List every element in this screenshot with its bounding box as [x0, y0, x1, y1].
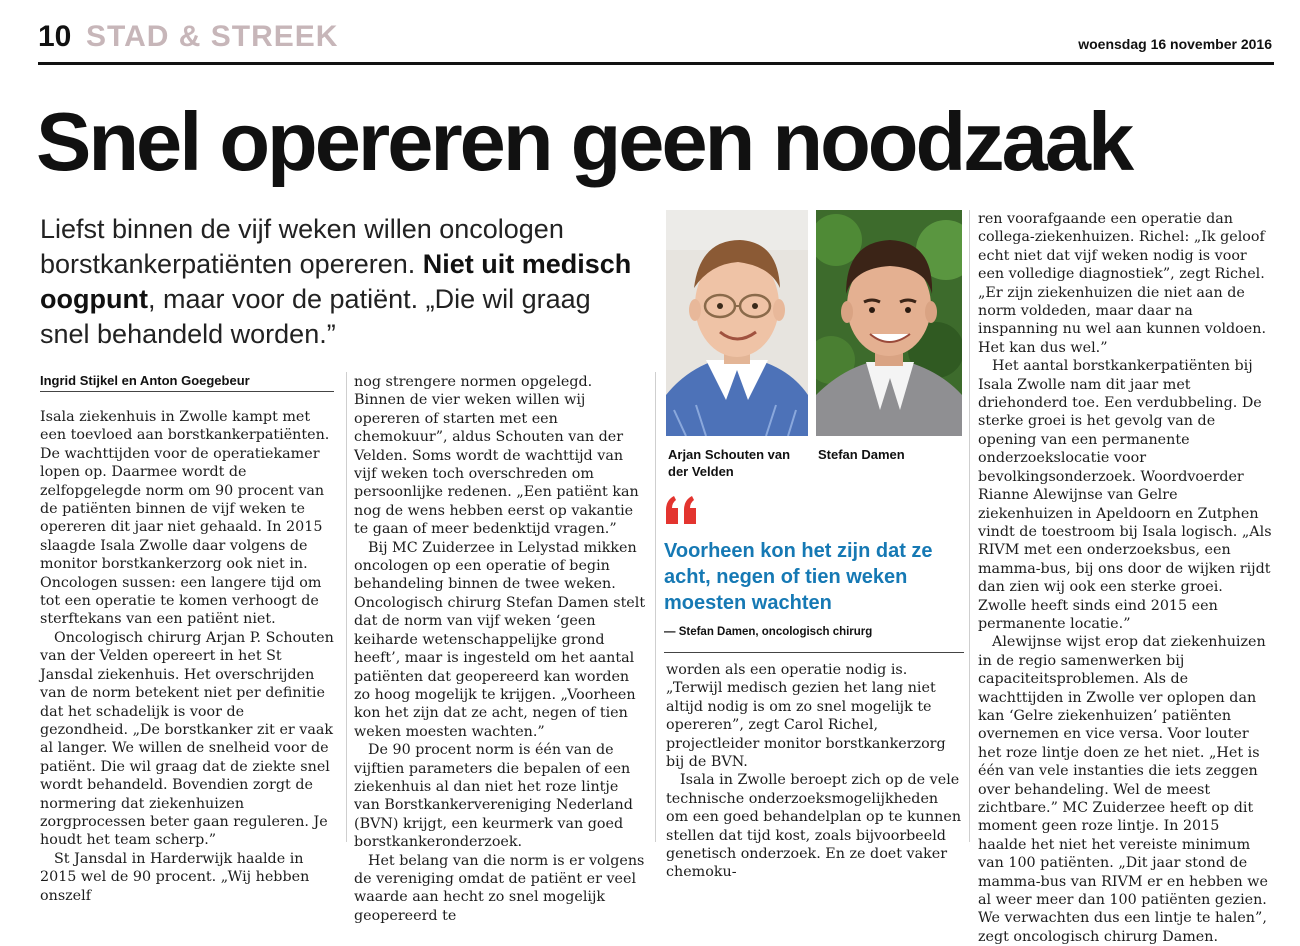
paragraph: Alewijnse wijst erop dat ziekenhuizen in de regio samenwerken bij capaciteitsproblemen. Als de wachttijden in Zwolle ver oplopen dan kan ‘Gelre ziekenhuizen’ patiënten overnemen en vice versa. Voor louter het roze lintje doen ze het niet. „Het is één van vele instanties die iets zeggen over behandeling. Wel de meest zichtbare.” MC Zuiderzee heeft op dit moment geen roze lintje. In 2015 haalde het niet het vereiste minimum van 100 patiënten. „Dit jaar stond de mamma-bus van RIVM er en hebben we al weer meer dan 100 patiënten gezien. We verwachten dus een lintje te halen”, zegt oncologisch chirurg Damen.	[978, 634, 1269, 945]
article-column-3	[666, 661, 962, 882]
portrait-image	[666, 210, 808, 436]
photo-caption: Stefan Damen	[818, 447, 905, 462]
paragraph: Het aantal borstkankerpatiënten bij Isala Zwolle nam dit jaar met driehonderd toe. Een verdubbeling. De sterke groei is het gevolg van de opening van een permanente onderzoekslocatie voor bevolkingsonderzoek. Woordvoerder Rianne Alewijnse van Gelre ziekenhuizen in Apeldoorn en Zutphen vindt de toestroom bij Isala logisch. „Als RIVM met een onderzoeksbus, een mamma-bus, bij ons door de wijken rijdt dan zien wij ook een sterke groei. Zwolle heeft sinds eind 2015 een permanente locatie.”	[978, 358, 1272, 632]
paragraph: St Jansdal in Harderwijk haalde in 2015 wel de 90 procent. „Wij hebben onszelf	[40, 850, 310, 904]
article-column-1	[40, 408, 336, 905]
paragraph: De 90 procent norm is één van de vijftien parameters die bepalen of een ziekenhuis al dan niet het roze lintje van Borstkankervereniging Nederland (BVN) krijgt, een keurmerk van goed borstkankeronderzoek.	[354, 742, 633, 851]
section-title: STAD & STREEK	[86, 20, 339, 53]
intro-lead	[40, 212, 640, 352]
paragraph: nog strengere normen opgelegd. Binnen de vier weken willen wij opereren of starten met een chemokuur”, aldus Schouten van der Velden. Soms wordt de wachttijd van vijf weken toch overschreden om persoonlijke redenen. „Een patiënt kan nog de wens hebben eerst op vakantie te gaan of meer bedenktijd vragen.”	[354, 374, 639, 538]
intro-part-1: Liefst binnen de vijf weken willen oncologen borstkankerpatiënten opereren.	[40, 214, 564, 279]
intro-bold: Niet uit medisch oogpunt	[40, 249, 632, 314]
pull-quote: Voorheen kon het zijn dat ze acht, negen of tien weken moesten wachten	[664, 540, 933, 614]
photo-stefan-damen	[816, 210, 962, 436]
byline-rule	[40, 391, 334, 392]
photo-arjan-schouten	[666, 210, 808, 436]
edition-date: woensdag 16 november 2016	[1078, 36, 1272, 52]
article-column-4	[978, 210, 1272, 946]
paragraph: ren voorafgaande een operatie dan collega-ziekenhuizen. Richel: „Ik geloof echt niet dat vijf weken nodig is voor een volledige diagnostiek”, zegt Richel. „Er zijn ziekenhuizen die niet aan de norm voldeden, maar daar na inspanning nu wel aan kunnen voldoen. Het kan dus wel.”	[978, 211, 1266, 356]
column-divider	[655, 372, 656, 842]
quote-mark-icon	[664, 494, 700, 528]
page-number: 10	[38, 20, 72, 53]
portrait-image	[816, 210, 962, 436]
pull-quote-attribution: — Stefan Damen, oncologisch chirurg	[664, 626, 873, 638]
photo-caption: Arjan Schouten van der Velden	[668, 447, 791, 479]
article-column-2	[354, 373, 646, 925]
paragraph: Het belang van die norm is er volgens de vereniging omdat de patiënt er veel waarde aan hecht zo snel mogelijk geopereerd te	[354, 852, 645, 924]
paragraph: Isala ziekenhuis in Zwolle kampt met een toevloed aan borstkankerpatiënten. De wachttijden voor de operatiekamer lopen op. Daarmee wordt de zelfopgelegde norm om 90 procent van de patiënten binnen de vijf weken te opereren dit jaar niet gehaald. In 2015 slaagde Isala Zwolle daar volgens de monitor borstkankerzorg ook niet in. Oncologen sussen: een langere tijd om tot een operatie te komen verhoogt de sterftekans van een patiënt niet.	[40, 409, 330, 628]
paragraph: Bij MC Zuiderzee in Lelystad mikken oncologen op een operatie of begin behandeling binnen de twee weken. Oncologisch chirurg Stefan Damen stelt dat de norm van vijf weken ‘geen keiharde wetenschappelijke grond heeft’, maar is ingesteld om het aantal patiënten dat geopereerd kan worden zo hoog mogelijk te krijgen. „Voorheen kon het zijn dat ze acht, negen of tien weken moesten wachten.”	[354, 539, 646, 740]
headline: Snel opereren geen noodzaak	[36, 95, 1132, 188]
column-divider	[346, 372, 347, 842]
column-divider	[969, 210, 970, 842]
paragraph: Isala in Zwolle beroept zich op de vele technische onderzoeksmogelijkheden om een goed behandelplan op te kunnen stellen dat tijd kost, zoals bijvoorbeeld genetisch onderzoek. En ze doet vaker chemoku-	[666, 772, 962, 881]
paragraph: worden als een operatie nodig is. „Terwijl medisch gezien het lang niet altijd nodig is om zo snel mogelijk te opereren”, zegt Carol Richel, projectleider monitor borstkankerzorg bij de BVN.	[666, 662, 946, 771]
byline: Ingrid Stijkel en Anton Goegebeur	[40, 373, 250, 388]
intro-part-2: , maar voor de patiënt. „Die wil graag snel behandeld worden.”	[40, 284, 591, 349]
paragraph: Oncologisch chirurg Arjan P. Schouten van der Velden opereert in het St Jansdal ziekenhuis. Het overschrijden van de norm betekent niet per definitie dat het schadelijk is voor de gezondheid. „De borstkanker zit er vaak al langer. We willen de snelheid voor de patiënt. Die wil graag dat de ziekte snel wordt behandeld. Bovendien zorgt de normering dat ziekenhuizen zorgprocessen beter gaan reguleren. Je houdt het team scherp.”	[40, 629, 334, 849]
pull-quote-rule	[664, 652, 964, 653]
masthead-rule	[38, 62, 1274, 65]
